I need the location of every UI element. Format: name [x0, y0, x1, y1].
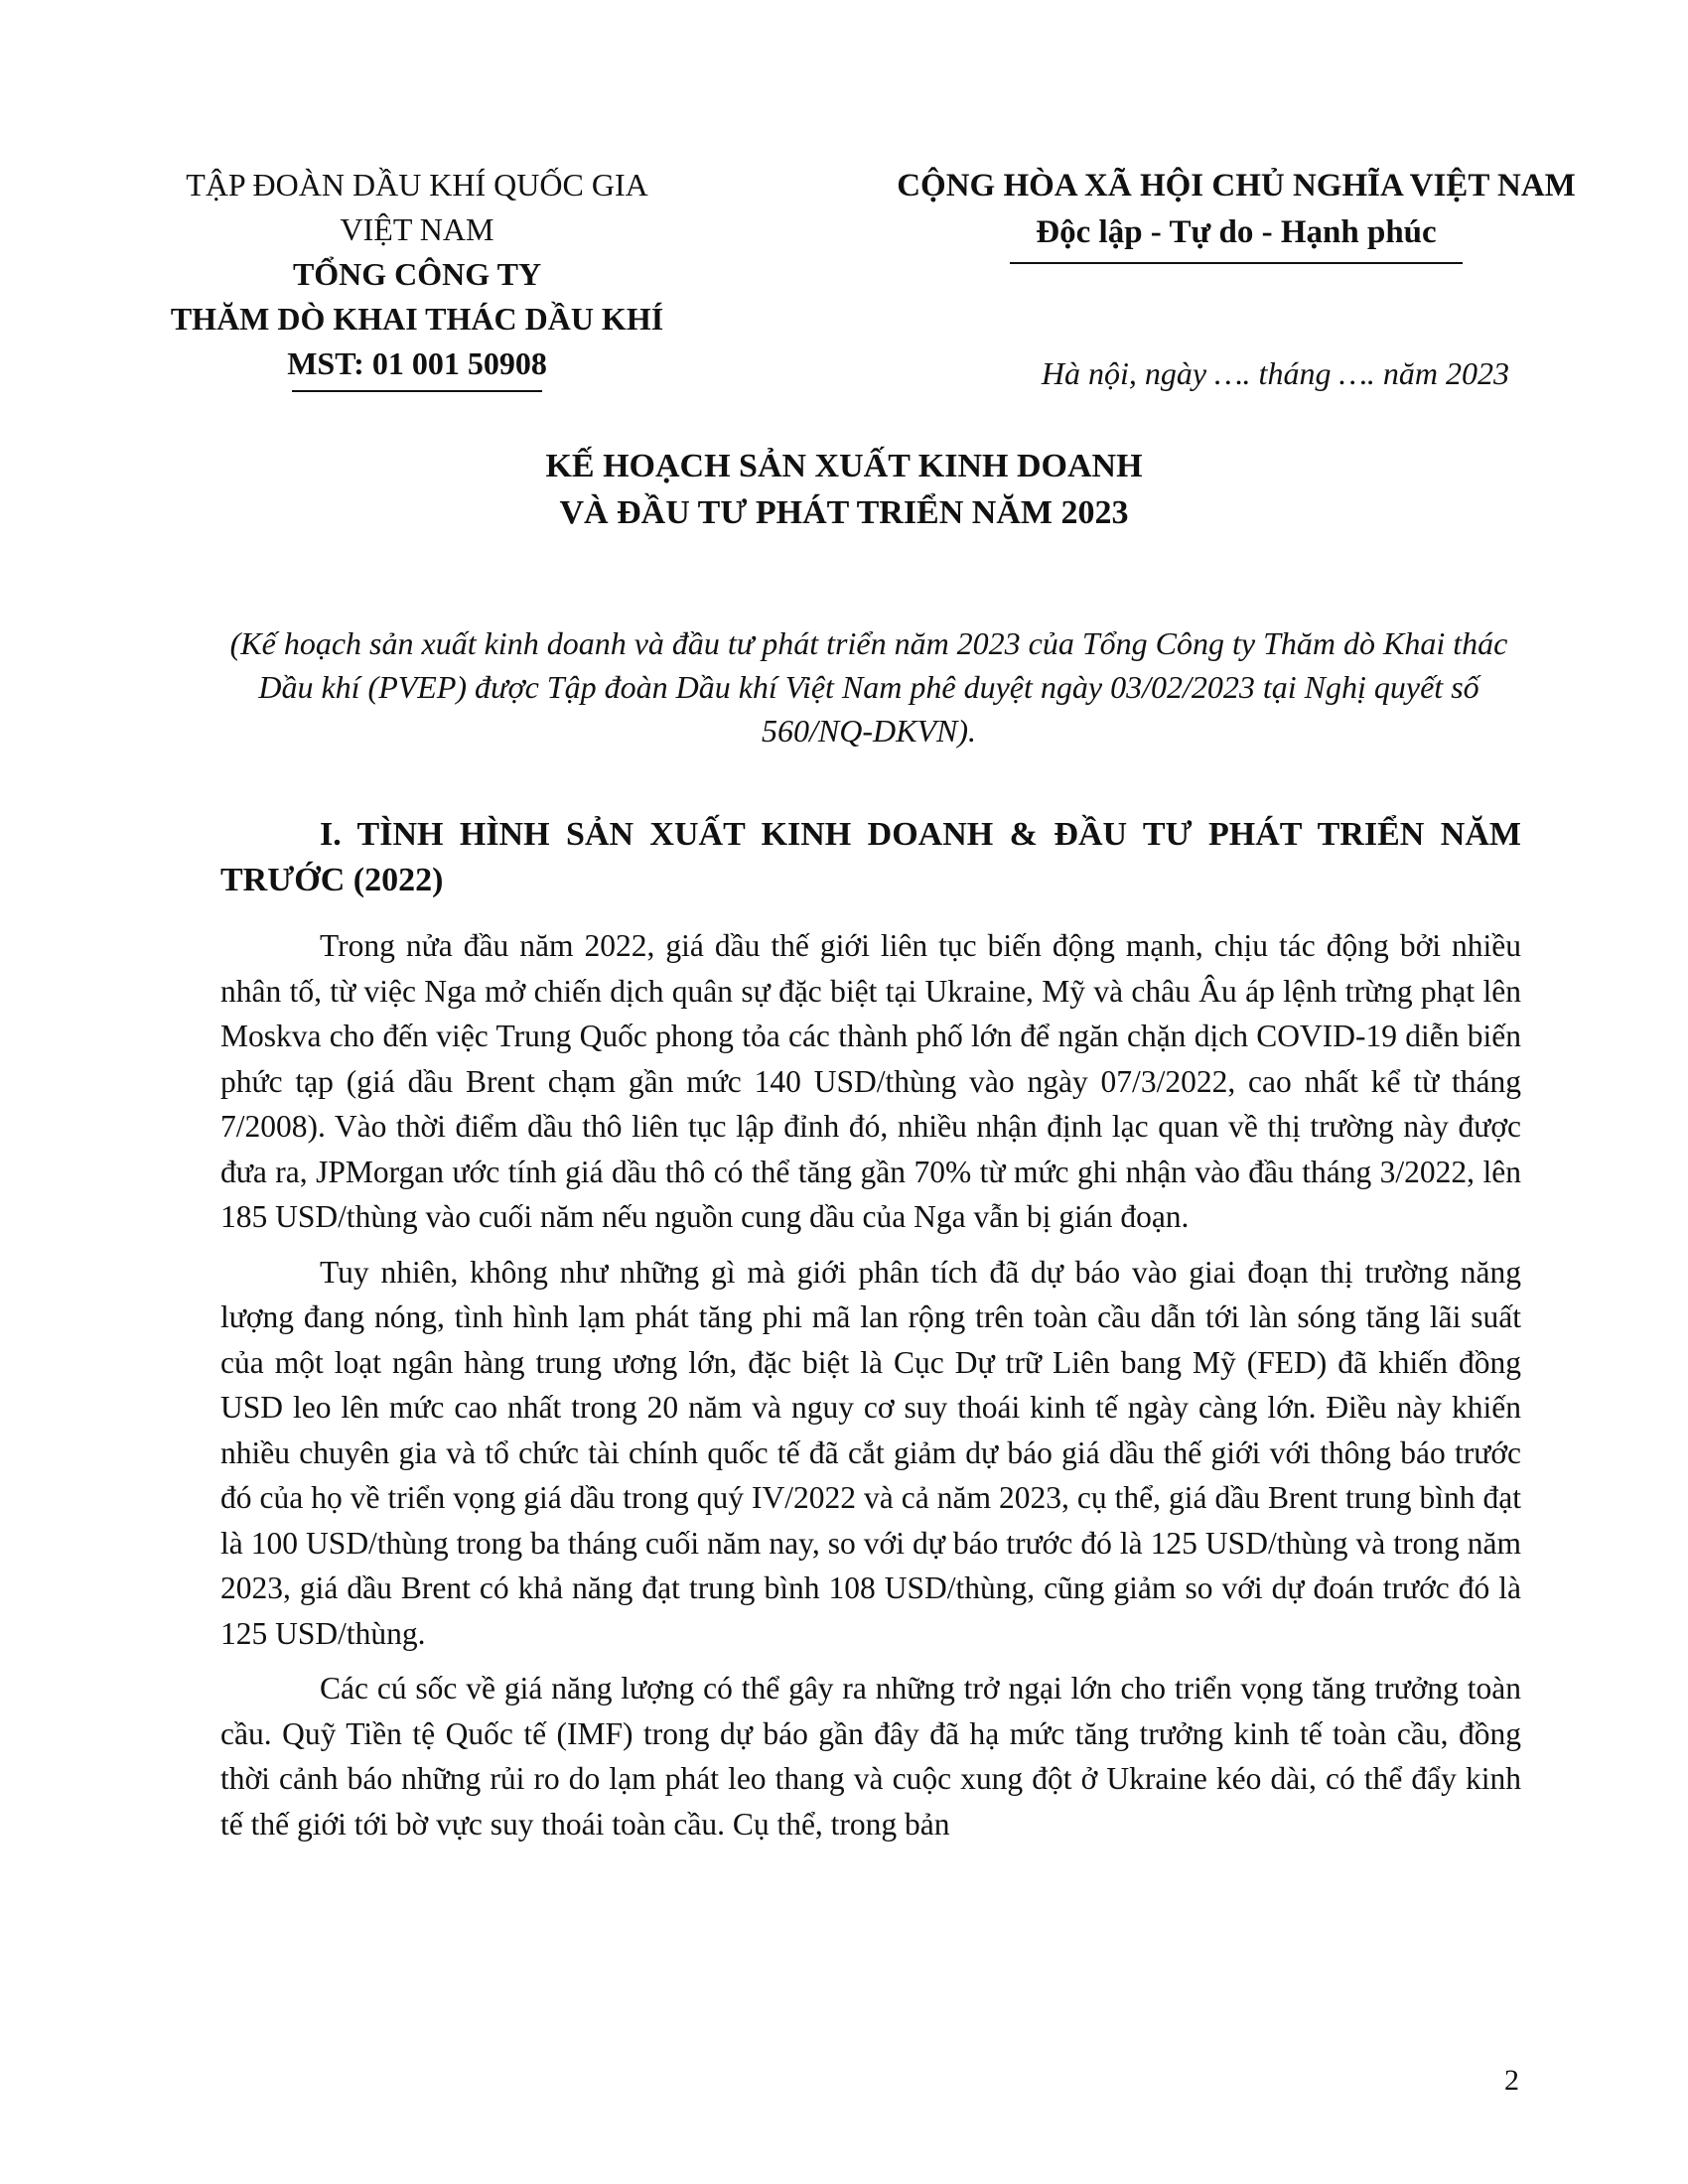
issuer-underline — [292, 390, 542, 392]
document-subtitle: (Kế hoạch sản xuất kinh doanh và đầu tư phát triển năm 2023 của Tổng Công ty Thăm dò Khai thác Dầu khí (PVEP) được Tập đoàn Dầu khí Việt Nam phê duyệt ngày 03/02/2023 tại Nghị quyết số 560/NQ-DKVN). — [229, 625, 1508, 749]
document-title — [159, 443, 1529, 536]
section-heading: I. TÌNH HÌNH SẢN XUẤT KINH DOANH & ĐẦU TƯ PHÁT TRIỂN NĂM TRƯỚC (2022) — [220, 816, 1521, 898]
paragraph: Các cú sốc về giá năng lượng có thể gây ra những trở ngại lớn cho triển vọng tăng trưởng toàn cầu. Quỹ Tiền tệ Quốc tế (IMF) trong dự báo gần đây đã hạ mức tăng trưởng kinh tế toàn cầu, đồng thời cảnh báo những rủi ro do lạm phát leo thang và cuộc xung đột ở Ukraine kéo dài, có thể đẩy kinh tế thế giới tới bờ vực suy thoái toàn cầu. Cụ thể, trong bản — [220, 1671, 1521, 1842]
paragraph: Trong nửa đầu năm 2022, giá dầu thế giới liên tục biến động mạnh, chịu tác động bởi nhiều nhân tố, từ việc Nga mở chiến dịch quân sự đặc biệt tại Ukraine, Mỹ và châu Âu áp lệnh trừng phạt lên Moskva cho đến việc Trung Quốc phong tỏa các thành phố lớn để ngăn chặn dịch COVID-19 diễn biến phức tạp (giá dầu Brent chạm gần mức 140 USD/thùng vào ngày 07/3/2022, cao nhất kể từ tháng 7/2008). Vào thời điểm dầu thô liên tục lập đỉnh đó, nhiều nhận định lạc quan về thị trường này được đưa ra, JPMorgan ước tính giá dầu thô có thể tăng gần 70% từ mức ghi nhận vào đầu tháng 3/2022, lên 185 USD/thùng vào cuối năm nếu nguồn cung dầu của Nga vẫn bị gián đoạn. — [220, 928, 1521, 1234]
document-title-line-2: VÀ ĐẦU TƯ PHÁT TRIỂN NĂM 2023 — [559, 494, 1129, 531]
national-motto-block — [889, 163, 1584, 264]
issuer-block — [159, 163, 675, 392]
issuer-tax-code: MST: 01 001 50908 — [287, 345, 547, 381]
paragraph: Tuy nhiên, không như những gì mà giới phân tích đã dự báo vào giai đoạn thị trường năng lượng đang nóng, tình hình lạm phát tăng phi mã lan rộng trên toàn cầu dẫn tới làn sóng tăng lãi suất của một loạt ngân hàng trung ương lớn, đặc biệt là Cục Dự trữ Liên bang Mỹ (FED) đã khiến đồng USD leo lên mức cao nhất trong 20 năm và nguy cơ suy thoái kinh tế ngày càng lớn. Điều này khiến nhiều chuyên gia và tổ chức tài chính quốc tế đã cắt giảm dự báo giá dầu thế giới với thông báo trước đó của họ về triển vọng giá dầu trong quý IV/2022 và cả năm 2023, cụ thể, giá dầu Brent trung bình đạt là 100 USD/thùng trong ba tháng cuối năm nay, so với dự báo trước đó là 125 USD/thùng và trong năm 2023, giá dầu Brent có khả năng đạt trung bình 108 USD/thùng, cũng giảm so với dự đoán trước đó là 125 USD/thùng. — [220, 1254, 1521, 1651]
issuer-company-name: THĂM DÒ KHAI THÁC DẦU KHÍ — [170, 301, 664, 337]
document-title-line-1: KẾ HOẠCH SẢN XUẤT KINH DOANH — [545, 448, 1143, 484]
body-text — [220, 923, 1521, 1856]
motto-underline — [1010, 262, 1463, 264]
country-name: CỘNG HÒA XÃ HỘI CHỦ NGHĨA VIỆT NAM — [897, 168, 1576, 204]
national-motto: Độc lập - Tự do - Hạnh phúc — [1036, 214, 1437, 250]
document-date: Hà nội, ngày …. tháng …. năm 2023 — [1041, 355, 1509, 391]
issuer-group-name: TẬP ĐOÀN DẦU KHÍ QUỐC GIA VIỆT NAM — [186, 167, 648, 247]
page-number: 2 — [1504, 2064, 1519, 2097]
issuer-company-type: TỔNG CÔNG TY — [292, 256, 542, 292]
